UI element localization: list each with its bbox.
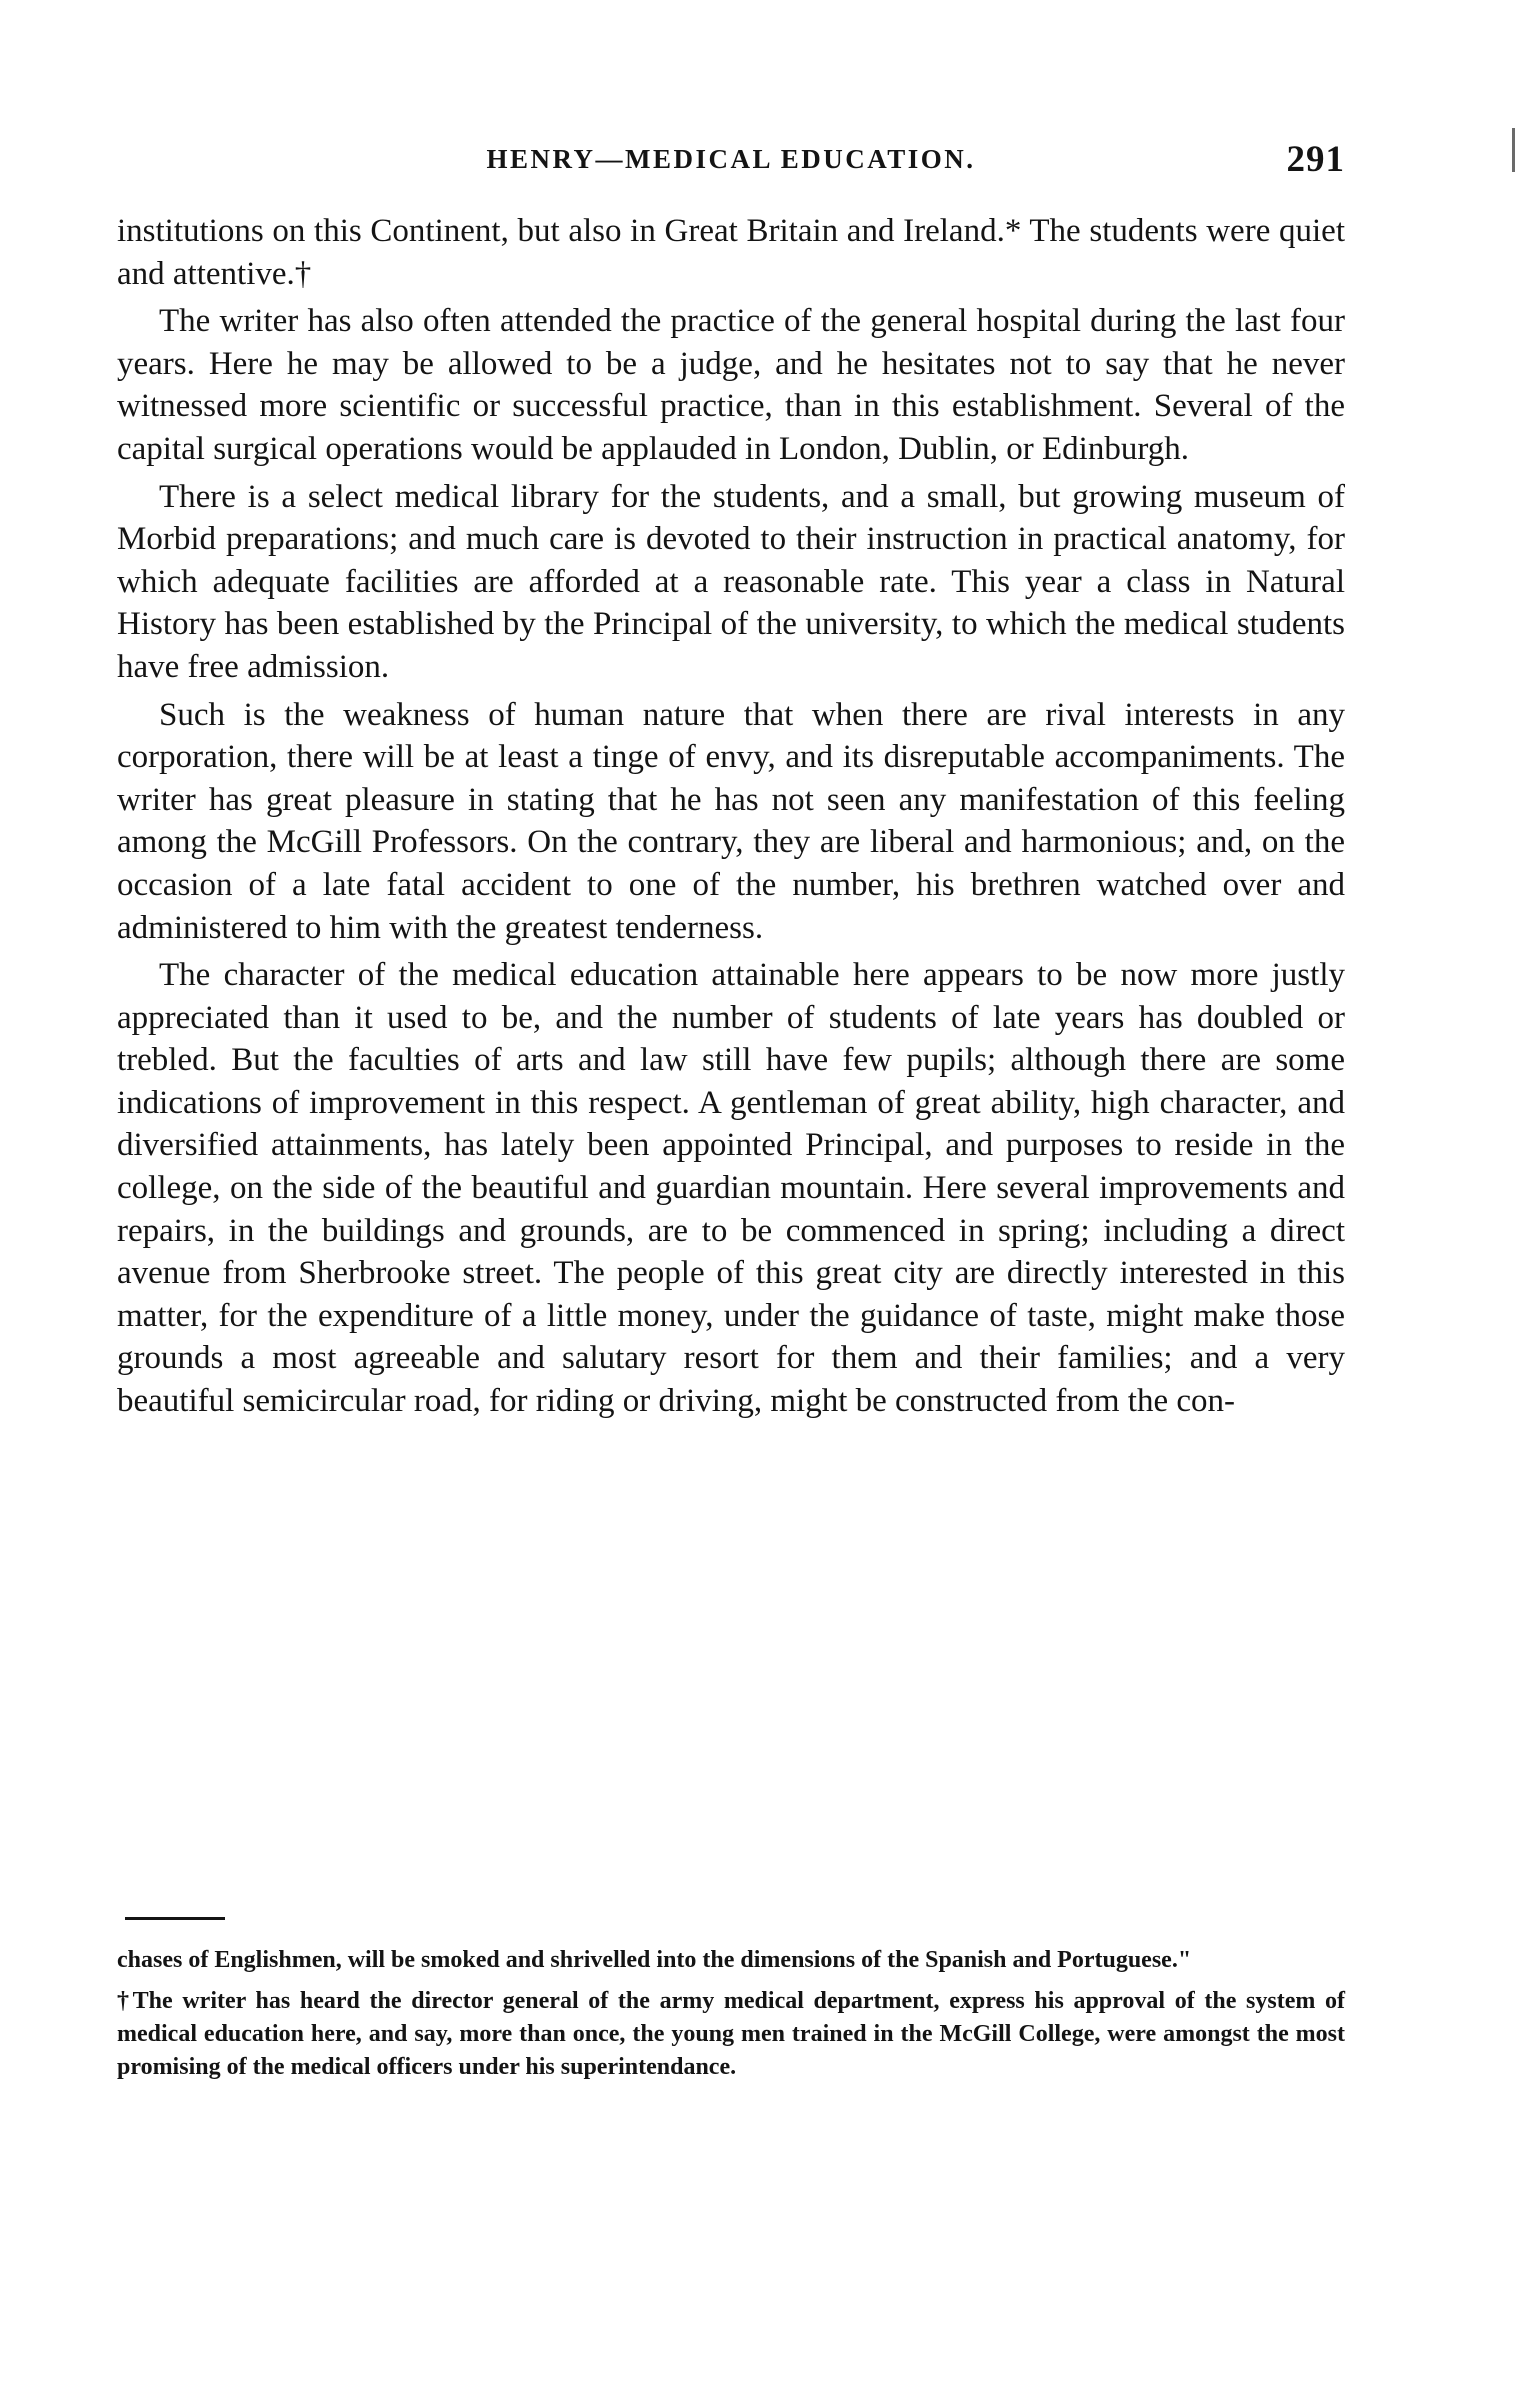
footnote-dagger: †The writer has heard the director general of the army medical department, express his approval of the system of medical education here, and say, more than once, the young men trained in the McGill College, were amongst the most promising of the medical officers under his superintendance. [117,1988,1345,2080]
paragraph-continued: institutions on this Continent, but also in Great Britain and Ireland.* The students were quiet and attentive.† [117,213,1345,292]
footnote-continued: chases of Englishmen, will be smoked and shrivelled into the dimensions of the Spanish and Portuguese." [117,1947,1192,1973]
paragraph-college-improvements: The character of the medical education attainable here appears to be now more justly appreciated than it used to be, and the number of students of late years has doubled or trebled. But the faculties of arts and law still have few pupils; although there are some indications of improvement in this respect. A gentleman of great ability, high character, and diversified attainments, has lately been appointed Principal, and purposes to reside in the college, on the side of the beautiful and guardian mountain. Here several improvements and repairs, in the buildings and grounds, are to be commenced in spring; including a direct avenue from Sherbrooke street. The people of this great city are directly interested in this matter, for the expenditure of a little money, under the guidance of taste, might make those grounds a most agreeable and salutary resort for them and their families; and a very beautiful semicircular road, for riding or driving, might be constructed from the con- [117,957,1345,1420]
running-title: HENRY—MEDICAL EDUCATION. [486,144,976,174]
body-text [117,210,1345,1428]
footnotes [117,1944,1345,2092]
footnote-rule [125,1917,225,1920]
paragraph-library-museum: There is a select medical library for the students, and a small, but growing museum of Morbid preparations; and much care is devoted to their instruction in practical anatomy, for which adequate facilities are afforded at a reasonable rate. This year a class in Natural History has been established by the Principal of the university, to which the medical students have free admission. [117,478,1345,685]
page-edge-mark [1512,128,1515,172]
running-head [117,138,1345,190]
paragraph-professors-harmony: Such is the weakness of human nature that when there are rival interests in any corporation, there will be at least a tinge of envy, and its disreputable accompaniments. The writer has great pleasure in stating that he has not seen any manifestation of this feeling among the McGill Professors. On the contrary, they are liberal and harmonious; and, on the occasion of a late fatal accident to one of the number, his brethren watched over and administered to him with the greatest tenderness. [117,696,1345,946]
page-number: 291 [1286,139,1345,180]
paragraph-hospital-practice: The writer has also often attended the practice of the general hospital during the last four years. Here he may be allowed to be a judge, and he hesitates not to say that he never witnessed more scientific or successful practice, than in this establishment. Several of the capital surgical operations would be applauded in London, Dublin, or Edinburgh. [117,303,1345,467]
